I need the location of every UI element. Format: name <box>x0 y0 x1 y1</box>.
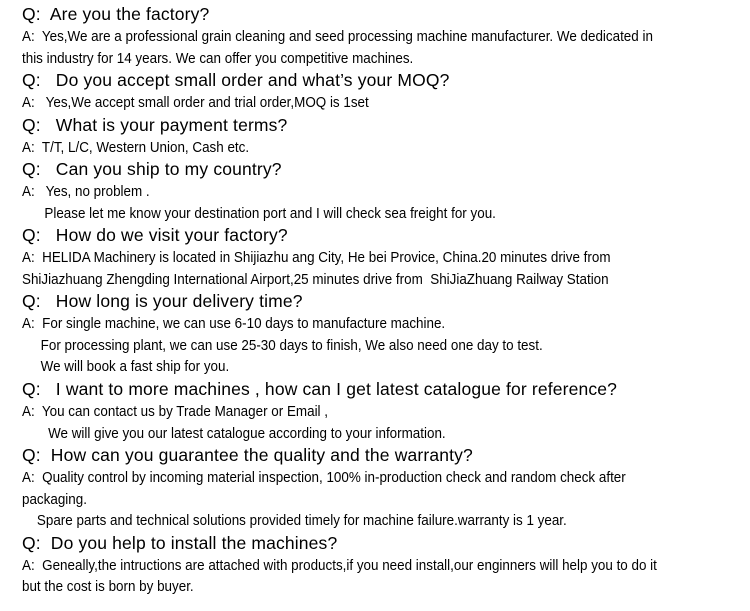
faq-answer-9-line-2: but the cost is born by buyer. <box>22 579 194 595</box>
faq-answer-6-line-1: A: For single machine, we can use 6-10 days to manufacture machine. <box>22 316 446 332</box>
faq-question-9: Q: Do you help to install the machines? <box>22 533 338 553</box>
faq-question-1: Q: Are you the factory? <box>22 4 210 24</box>
faq-answer-7-line-2: We will give you our latest catalogue according to your information. <box>22 426 446 442</box>
faq-question-4: Q: Can you ship to my country? <box>22 159 282 179</box>
faq-answer-2-line-1: A: Yes,We accept small order and trial order,MOQ is 1set <box>22 95 369 111</box>
faq-answer-5-line-1: A: HELIDA Machinery is located in Shijiazhu ang City, He bei Provice, China.20 minutes drive from <box>22 250 611 266</box>
faq-answer-3-line-1: A: T/T, L/C, Western Union, Cash etc. <box>22 140 250 156</box>
faq-answer-8-line-3: Spare parts and technical solutions provided timely for machine failure.warranty is 1 year. <box>22 513 567 529</box>
faq-answer-4-line-2: Please let me know your destination port and I will check sea freight for you. <box>22 206 496 222</box>
faq-answer-8-line-1: A: Quality control by incoming material inspection, 100% in-production check and random check after <box>22 470 626 486</box>
faq-answer-8-line-2: packaging. <box>22 492 87 508</box>
faq-answer-1-line-2: this industry for 14 years. We can offer you competitive machines. <box>22 51 414 67</box>
faq-answer-7-line-1: A: You can contact us by Trade Manager or Email , <box>22 404 329 420</box>
faq-answer-6-line-2: For processing plant, we can use 25-30 days to finish, We also need one day to test. <box>22 338 543 354</box>
faq-answer-5-line-2: ShiJiazhuang Zhengding International Airport,25 minutes drive from ShiJiaZhuang Railway Station <box>22 272 609 288</box>
faq-answer-9-line-1: A: Geneally,the intructions are attached with products,if you need install,our enginners will help you to do it <box>22 558 657 574</box>
faq-question-3: Q: What is your payment terms? <box>22 115 288 135</box>
faq-answer-1-line-1: A: Yes,We are a professional grain cleaning and seed processing machine manufacturer. We dedicated in <box>22 29 653 45</box>
faq-question-7: Q: I want to more machines , how can I get latest catalogue for reference? <box>22 379 618 399</box>
faq-answer-4-line-1: A: Yes, no problem . <box>22 184 150 200</box>
faq-question-6: Q: How long is your delivery time? <box>22 291 303 311</box>
faq-question-8: Q: How can you guarantee the quality and the warranty? <box>22 445 473 465</box>
faq-question-2: Q: Do you accept small order and what’s your MOQ? <box>22 70 450 90</box>
faq-question-5: Q: How do we visit your factory? <box>22 225 288 245</box>
faq-answer-6-line-3: We will book a fast ship for you. <box>22 359 230 375</box>
